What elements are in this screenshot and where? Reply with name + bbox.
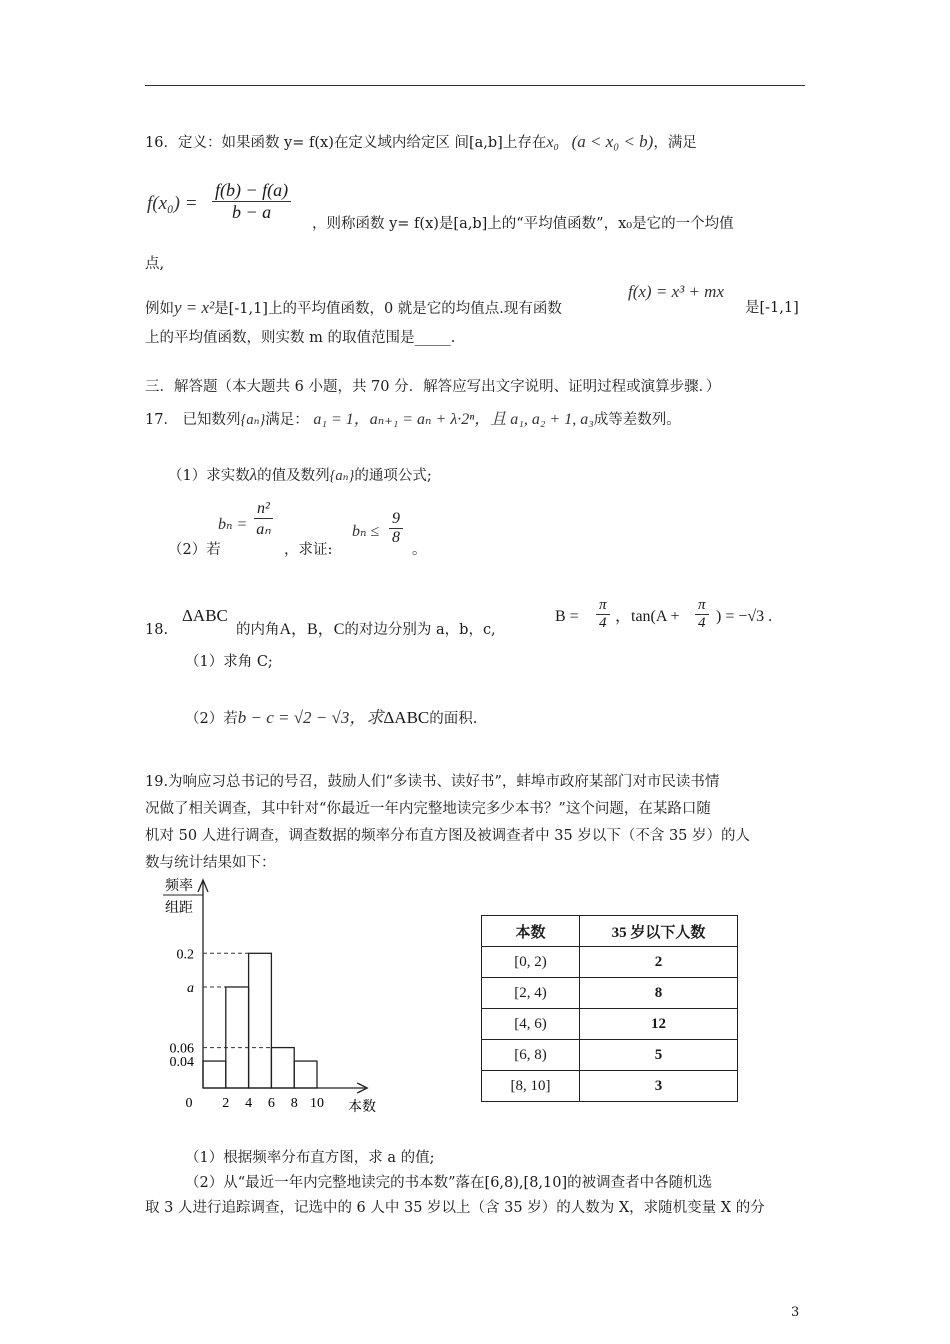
q16-interval: 是[-1,1] (745, 300, 799, 316)
q19-part2-line2: 取 3 人进行追踪调查，记选中的 6 人中 35 岁以上（含 35 岁）的人数为 X，求随机变量 X 的分 (145, 1200, 765, 1216)
histogram-bar (271, 1048, 294, 1088)
q18-pi-over-4-second: $\frac{\pi}{4}$ (695, 597, 709, 632)
q19-line3: 机对 50 人进行调查，调查数据的频率分布直方图及被调查者中 35 岁以下（不含 35 岁）的人 (145, 828, 751, 844)
q19-line2: 况做了相关调查，其中针对“你最近一年内完整地读完多少本书？”这个问题，在某路口随 (145, 801, 711, 817)
table-cell: 5 (580, 1040, 738, 1071)
q16-formula-lhs: f(x₀) = (147, 193, 198, 214)
histogram-bar (226, 987, 249, 1088)
page-number: 3 (791, 1305, 800, 1320)
x-tick-label: 2 (222, 1096, 230, 1111)
frequency-histogram (155, 870, 395, 1120)
table-cell: [0, 2) (482, 947, 580, 978)
table-cell: [6, 8) (482, 1040, 580, 1071)
histogram-bar (294, 1061, 317, 1088)
x-tick-label: 8 (290, 1096, 298, 1111)
y-tick-label: a (187, 980, 194, 996)
q19-part1: （1）根据频率分布直方图，求 a 的值; (185, 1150, 435, 1166)
q17-prove-label: ，求证: (284, 542, 333, 558)
q17-ineq-lhs: bₙ ≤ (352, 523, 380, 540)
q17-part2-label: （2）若 (168, 542, 221, 558)
y-tick-label: 0.2 (176, 947, 194, 963)
q17-end: 。 (412, 542, 427, 558)
table-cell: [2, 4) (482, 978, 580, 1009)
table-cell: 3 (580, 1071, 738, 1102)
histogram-bar (203, 1061, 226, 1088)
table-cell: 12 (580, 1009, 738, 1040)
q16-line5: 上的平均值函数，则实数 m 的取值范围是_____. (145, 330, 456, 346)
q18-text: 的内角A，B，C的对边分别为 a，b，c, (236, 621, 496, 638)
x-tick-label: 6 (267, 1096, 275, 1111)
table-row (482, 1040, 738, 1071)
histogram-bar (249, 953, 272, 1088)
q16-function: f(x) = x³ + mx (628, 282, 724, 301)
y-tick-label: 0.04 (169, 1055, 194, 1071)
q19-part2-line1: （2）从“最近一年内完整地读完的书本数”落在[6,8),[8,10]的被调查者中各随机选 (185, 1175, 713, 1191)
table-cell: [8, 10] (482, 1071, 580, 1102)
table-cell: [4, 6) (482, 1009, 580, 1040)
q18-cond-b: B = (555, 608, 579, 625)
table-row (482, 978, 738, 1009)
q18-part2: （2）若b − c = √2 − √3，求ΔABC的面积. (185, 708, 478, 727)
q17-bn-lhs: bₙ = (218, 516, 248, 533)
x-tick-label: 4 (245, 1096, 253, 1111)
q17-part1: （1）求实数λ的值及数列{aₙ}的通项公式; (168, 465, 432, 484)
q19-line1: 19.为响应习总书记的号召，鼓励人们“多读书、读好书”，蚌埠市政府某部门对市民读书情 (145, 774, 720, 790)
q17-bn-fraction: $\frac{\text{n²}}{\text{aₙ}}$ (254, 500, 273, 539)
age-stats-table (481, 915, 738, 1102)
table-header: 本数 (482, 916, 580, 947)
y-tick-label: 0.06 (169, 1041, 194, 1057)
q17-ineq-fraction: $\frac{9}{8}$ (389, 510, 403, 547)
header-rule (145, 85, 805, 86)
q18-cond-end: ) = −√3 . (716, 608, 773, 625)
q17-head: 17． 已知数列{aₙ}满足： a₁ = 1，aₙ₊₁ = aₙ + λ·2ⁿ，且 a₁, a₂ + 1, a₃成等差数列。 (145, 411, 681, 428)
table-header-row (482, 916, 738, 947)
table-cell: 2 (580, 947, 738, 978)
q18-cond-tan: ，tan(A + (615, 608, 680, 625)
q18-pi-over-4-first: $\frac{\pi}{4}$ (596, 597, 610, 632)
q16-line2: ，则称函数 y= f(x)是[a,b]上的“平均值函数”，x₀是它的一个均值 (312, 216, 734, 232)
table-row (482, 1009, 738, 1040)
q18-triangle: ΔABC (182, 606, 228, 625)
table-row (482, 947, 738, 978)
y-label-top: 频率 (165, 878, 193, 894)
q18-number: 18. (145, 622, 169, 638)
section3-heading: 三．解答题（本大题共 6 小题，共 70 分．解答应写出文字说明、证明过程或演算步骤．） (145, 379, 721, 395)
q19-line4: 数与统计结果如下： (145, 855, 276, 871)
table-cell: 8 (580, 978, 738, 1009)
q16-line1: 16．定义：如果函数 y= f(x)在定义域内给定区 间[a,b]上存在x₀ (a < x₀ < b)，满足 (145, 132, 697, 151)
q16-line4: 例如y = x²是[-1,1]上的平均值函数，0 就是它的均值点.现有函数 (145, 298, 562, 317)
y-label-bottom: 组距 (165, 900, 193, 916)
table-row (482, 1071, 738, 1102)
q16-line3: 点, (145, 256, 165, 272)
x-axis-label: 本数 (348, 1099, 376, 1115)
q18-part1: （1）求角 C; (185, 654, 273, 670)
x-tick-label: 0 (185, 1096, 193, 1111)
q16-formula-fraction: $\frac{f(b) - f(a)}{b - a}$ (212, 180, 291, 223)
table-header: 35 岁以下人数 (580, 916, 738, 947)
x-tick-label: 10 (310, 1096, 324, 1111)
